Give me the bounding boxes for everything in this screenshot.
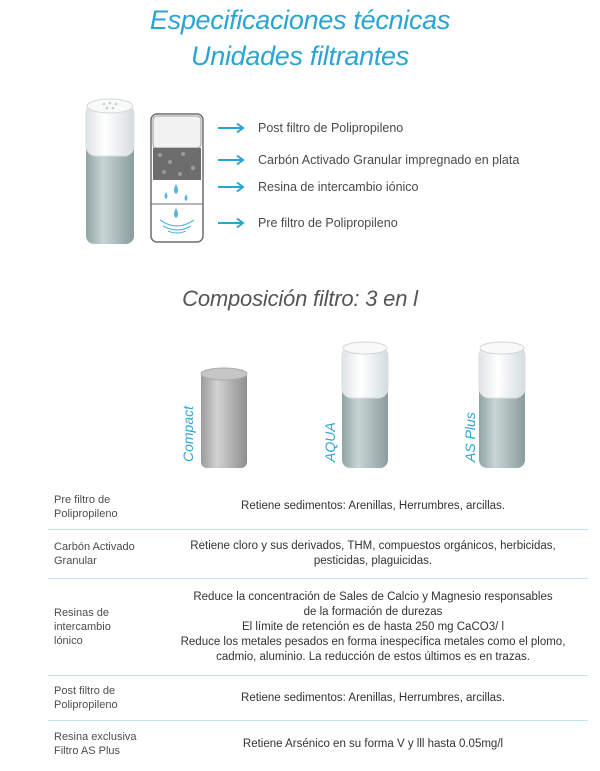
row-label: Resina exclusiva Filtro AS Plus xyxy=(54,731,137,757)
row-description: Reduce la concentración de Sales de Calcio y Magnesio responsables de la formación de durezas El límite de retención es de hasta 250 mg CaCO3/ l Reduce los metales pesados en forma inespecífica metales como el plomo, cadmio, aluminio. La reducción de estos últimos es en trazas. xyxy=(180,590,566,663)
row-description: Retiene sedimentos: Arenillas, Herrumbres, arcillas. xyxy=(241,500,505,512)
row-description: Retiene Arsénico en su forma V y lll hasta 0.05mg/l xyxy=(242,737,504,750)
layer-label: Carbón Activado Granular impregnado en plata xyxy=(258,153,520,167)
row-description: Retiene cloro y sus derivados, THM, compuestos orgánicos, herbicidas, pesticidas, plaguicidas. xyxy=(190,540,556,567)
table-row xyxy=(48,484,588,530)
row-label: Post filtro de Polipropileno xyxy=(54,685,118,711)
composition-title: Composición filtro: 3 en l xyxy=(182,286,418,311)
page-title-line-1: Especificaciones técnicas xyxy=(149,5,451,35)
row-label: Resinas de intercambio lónico xyxy=(54,607,111,647)
table-row xyxy=(48,530,588,579)
compact-filter-image xyxy=(201,368,247,468)
row-label: Carbón Activado Granular xyxy=(54,541,135,567)
page-title-line-2: Unidades filtrantes xyxy=(191,41,409,71)
product-label-aqua: AQUA xyxy=(322,422,338,462)
layer-label: Post filtro de Polipropileno xyxy=(258,121,404,135)
product-label-as-plus: AS Plus xyxy=(462,412,478,462)
layer-label: Pre filtro de Polipropileno xyxy=(258,216,398,230)
table-row xyxy=(48,721,588,767)
layer-label: Resina de intercambio iónico xyxy=(258,180,419,194)
row-description: Retiene sedimentos: Arenillas, Herrumbres, arcillas. xyxy=(241,691,505,704)
aqua-filter-image xyxy=(342,342,388,468)
table-row xyxy=(48,676,588,721)
as-plus-filter-image xyxy=(479,342,525,468)
product-label-compact: Compact xyxy=(180,405,196,462)
table-row xyxy=(48,579,588,676)
row-label: Pre filtro de Polipropileno xyxy=(54,493,118,520)
